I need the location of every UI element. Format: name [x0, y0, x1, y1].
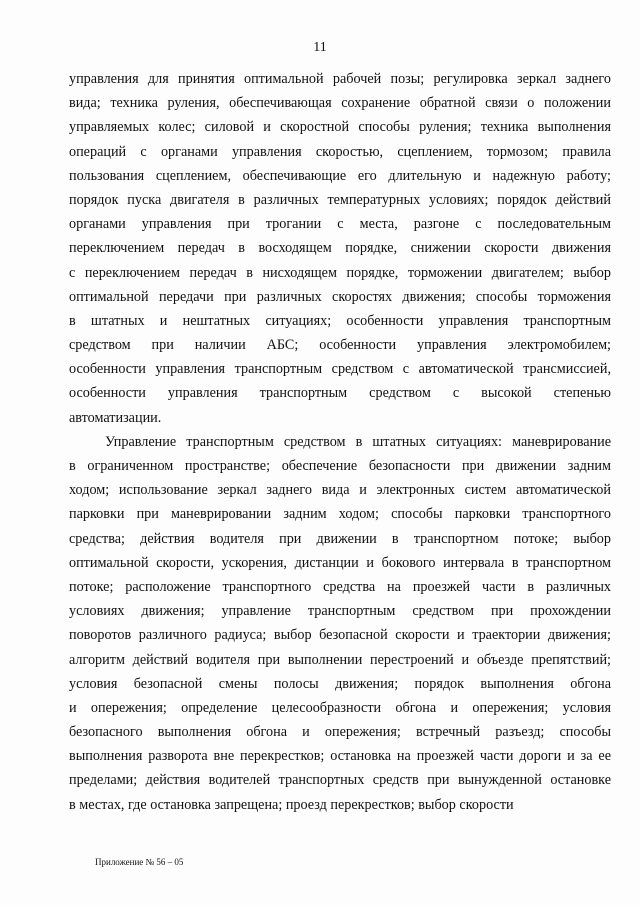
text-line: в местах, где остановка запрещена; проезд перекрестков; выбор скорости: [69, 796, 514, 813]
text-line: алгоритм действий водителя при выполнении перестроений и объезде препятствий;: [69, 651, 611, 668]
text-line: оптимальной передачи при различных скоростях движения; способы торможения: [69, 288, 611, 305]
text-line: условиях движения; управление транспортным средством при прохождении: [69, 603, 611, 620]
text-line: органами управления при трогании с места, разгоне с последовательным: [69, 216, 611, 233]
text-line: ходом; использование зеркал заднего вида и электронных систем автоматической: [69, 482, 611, 499]
text-line: и опережения; определение целесообразности обгона и опережения; условия: [69, 699, 611, 716]
text-line: управления для принятия оптимальной рабочей позы; регулировка зеркал заднего: [69, 71, 611, 87]
text-line: переключением передач в восходящем порядке, снижении скорости движения: [69, 240, 611, 257]
text-line: с переключением передач в нисходящем порядке, торможении двигателем; выбор: [69, 264, 611, 281]
text-line: средством при наличии АБС; особенности управления электромобилем;: [69, 337, 611, 354]
text-line: вида; техника руления, обеспечивающая сохранение обратной связи о положении: [69, 95, 611, 112]
text-line: парковки при маневрировании задним ходом; способы парковки транспортного: [69, 506, 611, 523]
text-line: оптимальной скорости, ускорения, дистанции и бокового интервала в транспортном: [69, 554, 611, 571]
text-line: безопасного выполнения обгона и опережения; встречный разъезд; способы: [69, 724, 611, 741]
text-line: пользования сцеплением, обеспечивающие его длительную и надежную работу;: [69, 167, 611, 184]
text-line: потоке; расположение транспортного средства на проезжей части в различных: [69, 578, 611, 595]
text-line: выполнения разворота вне перекрестков; остановка на проезжей части дороги и за ее: [69, 748, 611, 765]
text-line: условия безопасной смены полосы движения; порядок выполнения обгона: [69, 675, 611, 692]
text-line: пределами; действия водителей транспортных средств при вынужденной остановке: [69, 772, 611, 789]
footer-appendix-note: Приложение № 56 – 05: [95, 857, 184, 867]
text-line: Управление транспортным средством в штатных ситуациях: маневрирование: [105, 433, 611, 450]
text-line: в штатных и нештатных ситуациях; особенности управления транспортным: [69, 312, 611, 329]
text-line: управляемых колес; силовой и скоростной способы руления; техника выполнения: [69, 119, 611, 136]
paragraph-1: [69, 67, 611, 430]
text-line: особенности управления транспортным средством с автоматической трансмиссией,: [69, 361, 611, 378]
body-text: [69, 67, 611, 817]
page-number: 11: [313, 40, 327, 55]
text-line: поворотов различного радиуса; выбор безопасной скорости и траектории движения;: [69, 627, 611, 644]
text-line: в ограниченном пространстве; обеспечение безопасности при движении задним: [69, 458, 611, 474]
paragraph-2: [69, 430, 611, 817]
text-line: операций с органами управления скоростью, сцеплением, тормозом; правила: [69, 143, 611, 160]
text-line: средства; действия водителя при движении в транспортном потоке; выбор: [69, 530, 611, 547]
text-line: особенности управления транспортным средством с высокой степенью: [69, 385, 611, 402]
text-line: автоматизации.: [69, 409, 162, 426]
text-line: порядок пуска двигателя в различных температурных условиях; порядок действий: [69, 191, 611, 208]
